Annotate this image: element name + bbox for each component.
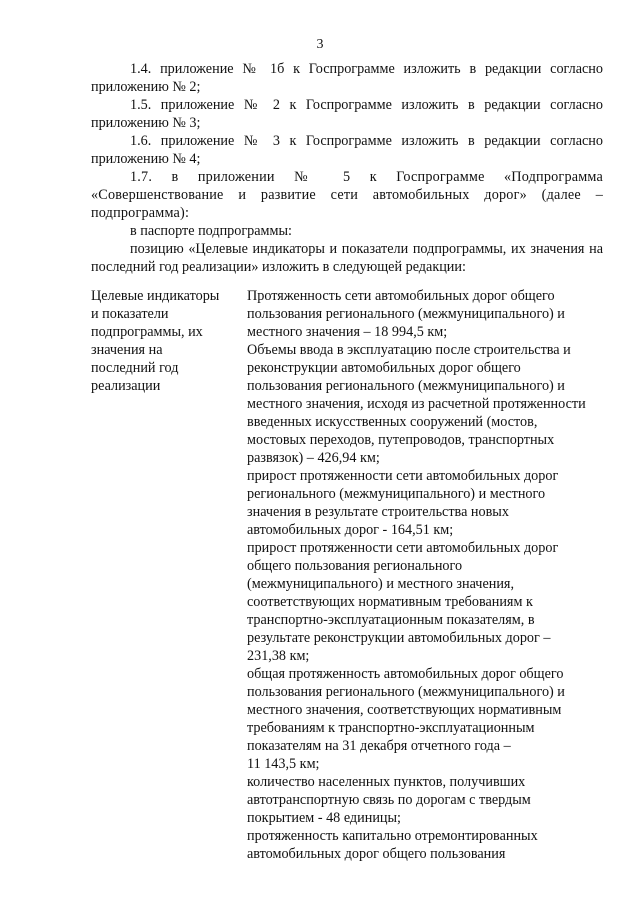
body-text bbox=[91, 60, 603, 276]
indicator-line: пользования регионального (межмуниципального) и bbox=[247, 306, 565, 322]
label-line: значения на bbox=[91, 342, 163, 358]
label-line: подпрограммы, их bbox=[91, 324, 203, 340]
indicator-line: прирост протяженности сети автомобильных дорог bbox=[247, 468, 559, 484]
page-number: 3 bbox=[316, 37, 324, 52]
indicator-line: реконструкции автомобильных дорог общего bbox=[247, 360, 521, 376]
paragraph-1-6: 1.6. приложение № 3 к Госпрограмме изложить в редакции согласно приложению № 4; bbox=[91, 133, 603, 167]
indicator-line: общая протяженность автомобильных дорог общего bbox=[247, 666, 564, 682]
indicator-line: автомобильных дорог общего пользования bbox=[247, 846, 506, 862]
label-line: Целевые индикаторы bbox=[91, 288, 220, 304]
indicator-line: требованиям к транспортно-эксплуатационным bbox=[247, 720, 535, 736]
indicator-line: автотранспортную связь по дорогам с твердым bbox=[247, 792, 531, 808]
indicator-line: мостовых переходов, путепроводов, транспортных bbox=[247, 432, 555, 448]
indicator-line: местного значения, соответствующих нормативным bbox=[247, 702, 562, 718]
indicator-line: введенных искусственных сооружений (мостов, bbox=[247, 414, 538, 430]
indicator-line: прирост протяженности сети автомобильных дорог bbox=[247, 540, 559, 556]
indicator-capital-repair-length bbox=[247, 827, 613, 863]
paragraph-1-5: 1.5. приложение № 2 к Госпрограмме изложить в редакции согласно приложению № 3; bbox=[91, 97, 603, 131]
indicators-label-cell bbox=[91, 287, 247, 863]
indicator-line: Протяженность сети автомобильных дорог общего bbox=[247, 288, 555, 304]
indicators-values-cell bbox=[247, 287, 613, 863]
indicator-line: протяженность капитально отремонтированных bbox=[247, 828, 538, 844]
indicator-line: количество населенных пунктов, получивших bbox=[247, 774, 526, 790]
indicator-line: Объемы ввода в эксплуатацию после строительства и bbox=[247, 342, 571, 358]
paragraph-position: позицию «Целевые индикаторы и показатели подпрограммы, их значения на последний год реализации» изложить в следующей редакции: bbox=[91, 241, 603, 275]
indicator-line: 231,38 км; bbox=[247, 648, 310, 664]
indicator-line: показателям на 31 декабря отчетного года – bbox=[247, 738, 511, 754]
paragraph-1-7: 1.7. в приложении № 5 к Госпрограмме «Подпрограмма «Совершенствование и развитие сети автомобильных дорог» (далее – подпрограмма): bbox=[91, 169, 603, 221]
indicator-line: пользования регионального (межмуниципального) и bbox=[247, 378, 565, 394]
indicator-line: регионального (межмуниципального) и местного bbox=[247, 486, 546, 502]
indicator-settlements-connected bbox=[247, 773, 613, 827]
indicator-line: транспортно-эксплуатационным показателям, в bbox=[247, 612, 535, 628]
indicator-line: результате реконструкции автомобильных дорог – bbox=[247, 630, 551, 646]
indicator-growth-reconstruction bbox=[247, 539, 613, 665]
label-line: и показатели bbox=[91, 306, 169, 322]
indicator-line: 11 143,5 км; bbox=[247, 756, 320, 772]
paragraph-passport: в паспорте подпрограммы: bbox=[130, 223, 292, 239]
indicator-line: местного значения, исходя из расчетной протяженности bbox=[247, 396, 586, 412]
paragraph-1-4: 1.4. приложение № 1б к Госпрограмме изложить в редакции согласно приложению № 2; bbox=[91, 61, 603, 95]
indicator-line: местного значения – 18 994,5 км; bbox=[247, 324, 448, 340]
indicator-line: автомобильных дорог - 164,51 км; bbox=[247, 522, 454, 538]
indicator-growth-construction bbox=[247, 467, 613, 539]
indicator-line: (межмуниципального) и местного значения, bbox=[247, 576, 514, 592]
label-line: последний год bbox=[91, 360, 179, 376]
indicator-line: соответствующих нормативным требованиям к bbox=[247, 594, 533, 610]
indicator-total-compliant-length bbox=[247, 665, 613, 773]
label-line: реализации bbox=[91, 378, 161, 394]
indicator-line: развязок) – 426,94 км; bbox=[247, 450, 380, 466]
indicator-line: значения в результате строительства новых bbox=[247, 504, 509, 520]
indicator-line: пользования регионального (межмуниципального) и bbox=[247, 684, 565, 700]
indicators-table bbox=[91, 287, 613, 863]
indicator-line: покрытием - 48 единицы; bbox=[247, 810, 401, 826]
indicator-network-length bbox=[247, 287, 613, 341]
indicator-commissioning-volume bbox=[247, 341, 613, 467]
indicator-line: общего пользования регионального bbox=[247, 558, 463, 574]
